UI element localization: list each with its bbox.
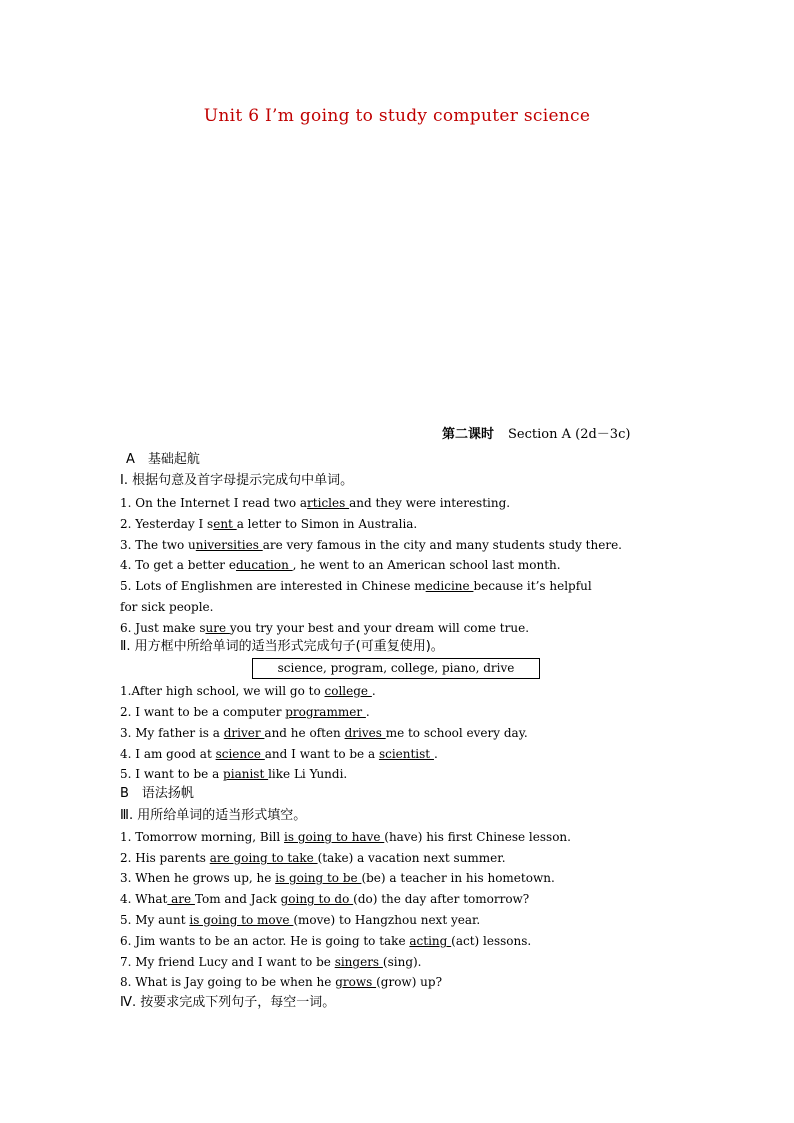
answer-blank: driver	[223, 726, 265, 740]
exercise-line: 6. Jim wants to be an actor. He is going to take acting (act) lessons.	[120, 934, 532, 948]
exercise-line: 5. I want to be a pianist like Li Yundi.	[120, 767, 348, 781]
exercise-line: 2. His parents are going to take (take) a vacation next summer.	[120, 851, 506, 865]
answer-blank: ent	[213, 517, 237, 531]
answer-blank: singers	[334, 955, 383, 969]
exercise-line: 4. I am good at science and I want to be a scientist .	[120, 747, 438, 761]
answer-blank: grows	[335, 975, 377, 989]
answer-blank: ure	[205, 621, 230, 635]
exercise-line: 2. I want to be a computer programmer .	[120, 705, 370, 719]
answer-blank: are	[167, 892, 195, 906]
exercise-line: 1. Tomorrow morning, Bill is going to have (have) his first Chinese lesson.	[120, 830, 571, 844]
answer-blank: ducation	[235, 558, 293, 572]
lesson-number: 第二课时	[442, 427, 495, 442]
exercise-line-cont: for sick people.	[120, 600, 214, 614]
word-box: science, program, college, piano, drive	[252, 658, 540, 679]
answer-blank: drives	[344, 726, 386, 740]
exercise-line: 5. My aunt is going to move (move) to Hangzhou next year.	[120, 913, 481, 927]
answer-blank: science	[215, 747, 265, 761]
exercise-line: 4. To get a better education , he went to an American school last month.	[120, 558, 561, 572]
answer-blank: are going to take	[209, 851, 318, 865]
lesson-section: Section A (2d－3c)	[508, 427, 631, 442]
answer-blank: rticles	[307, 496, 350, 510]
exercise-line: 1. On the Internet I read two articles and they were interesting.	[120, 496, 511, 510]
exercise-line: 4. What are Tom and Jack going to do (do) the day after tomorrow?	[120, 892, 530, 906]
exercise-line: 2. Yesterday I sent a letter to Simon in Australia.	[120, 517, 418, 531]
answer-blank: is going to move	[189, 913, 294, 927]
part1-heading: Ⅰ. 根据句意及首字母提示完成句中单词。	[120, 473, 354, 488]
answer-blank: going to do	[280, 892, 354, 906]
answer-blank: scientist	[378, 747, 434, 761]
exercise-line: 3. My father is a driver and he often drives me to school every day.	[120, 726, 528, 740]
answer-blank: niversities	[195, 538, 263, 552]
answer-blank: college	[324, 684, 372, 698]
exercise-line: 3. The two universities are very famous in the city and many students study there.	[120, 538, 622, 552]
answer-blank: programmer	[285, 705, 366, 719]
exercise-line: 3. When he grows up, he is going to be (be) a teacher in his hometown.	[120, 871, 555, 885]
part2-heading: Ⅱ. 用方框中所给单词的适当形式完成句子(可重复使用)。	[120, 639, 444, 654]
part3-heading: Ⅲ. 用所给单词的适当形式填空。	[120, 808, 307, 823]
answer-blank: is going to be	[275, 871, 362, 885]
lesson-label	[442, 423, 630, 442]
exercise-line: 5. Lots of Englishmen are interested in Chinese medicine because it’s helpful	[120, 579, 592, 593]
part4-heading: Ⅳ. 按要求完成下列句子，每空一词。	[120, 995, 336, 1010]
exercise-line: 7. My friend Lucy and I want to be singers (sing).	[120, 955, 422, 969]
answer-blank: acting	[409, 934, 452, 948]
exercise-line: 6. Just make sure you try your best and your dream will come true.	[120, 621, 530, 635]
exercise-line: 8. What is Jay going to be when he grows (grow) up?	[120, 975, 443, 989]
answer-blank: edicine	[425, 579, 474, 593]
section-b-heading: B 语法扬帆	[120, 786, 194, 801]
section-a-heading: A 基础起航	[126, 452, 200, 467]
page-title: Unit 6 I’m going to study computer science	[203, 106, 591, 126]
answer-blank: pianist	[223, 767, 269, 781]
exercise-line: 1.After high school, we will go to college .	[120, 684, 376, 698]
answer-blank: is going to have	[284, 830, 385, 844]
